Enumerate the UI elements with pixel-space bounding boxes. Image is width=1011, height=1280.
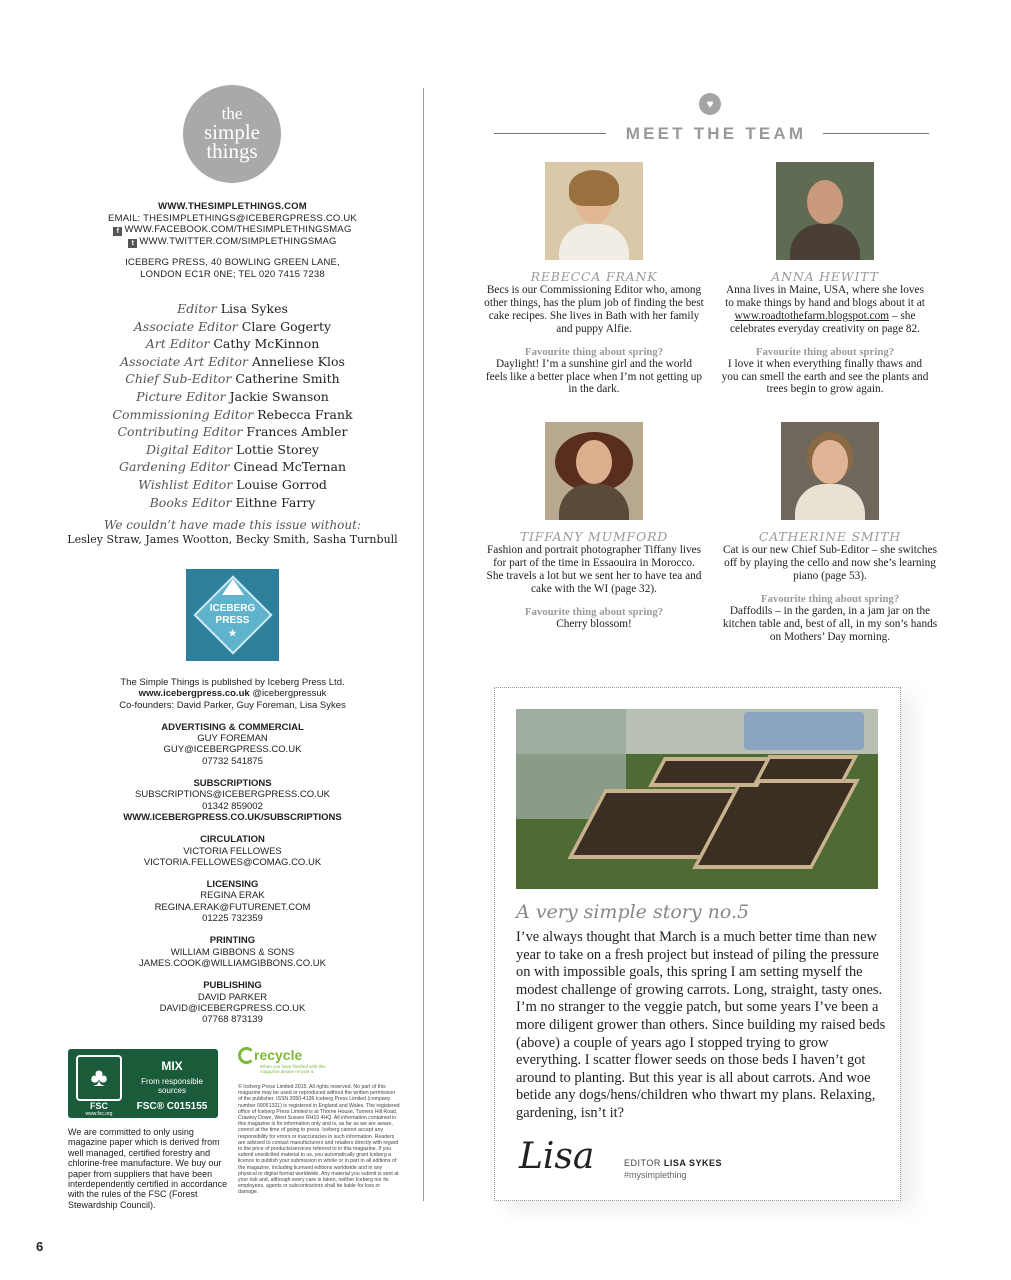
staff-row: Books Editor Eithne Farry — [149, 494, 316, 510]
member-name: TIFFANY MUMFORD — [519, 529, 669, 544]
member-bio: Fashion and portrait photographer Tiffany lives for part of the time in Essaouira in Morocco. She travels a lot but we sent her to have tea and cake with the WI (page 32). — [486, 544, 702, 595]
favourite-answer: Daffodils – in the garden, in a jam jar on the kitchen table and, best of all, in my son’s hands on Mothers’ Day morning. — [722, 604, 938, 643]
editor-story-box — [494, 687, 901, 1201]
twitter-link[interactable]: WWW.TWITTER.COM/SIMPLETHINGSMAG — [139, 236, 337, 247]
staff-row: Wishlist Editor Louise Gorrod — [138, 476, 327, 492]
favourite-question: Favourite thing about spring? — [524, 605, 664, 618]
team-member — [721, 422, 939, 643]
member-bio: Cat is our new Chief Sub-Editor – she switches off by playing the cello and now she’s learning piano (page 53). — [723, 544, 937, 582]
staff-row: Editor Lisa Sykes — [177, 301, 288, 316]
legal-text: © Iceberg Press Limited 2015. All rights reserved. No part of this magazine may be used or reproduced without the written permission of the publisher. ISSN 2050-4136 Iceberg Press Limited (company number 09051321) is registered in England and Wales. The registered office of Iceberg Press Limited is at Thorne House, Turners Hill Road, Crawley Down, West Sussex RH10 4HQ. All information contained in this magazine is for information only and is, as far as we are aware, correct at the time of going to press. Iceberg cannot accept any responsibility for errors or inaccuracies in such information. Readers are advised to contact manufacturers and retailers directly with regard to the price of products/services referred to in this magazine. If you submit unsolicited material to us, you automatically grant Iceberg a licence to publish your submission in whole or in part in all editions of the magazine, including licensed editions worldwide and in any physical or digital format worldwide. Any material you submit is sent at your risk and, although every care is taken, neither Iceberg nor its employees, agents or subcontractors shall be liable for loss or damage. — [238, 1084, 400, 1196]
staff-row: Digital Editor Lottie Storey — [146, 441, 319, 457]
publisher-block: The Simple Things is published by Iceberg Press Ltd. www.icebergpress.co.uk @icebergpressuk Co-founders: David Parker, Guy Foreman, Lisa Sykes ADVERTISING & COMMERCIAL GUY FOREMAN GUY@ICEBERGPRESS.CO.UK 07732 541875 SUBSCRIPTIONS SUBSCRIPTIONS@ICEBERGPRESS.CO.UK 01342 859002 WWW.ICEBERGPRESS.CO.UK/SUBSCRIPTIONS CIRCULATION VICTORIA FELLOWES VICTORIA.FELLOWES@COMAG.CO.UK LICENSING REGINA ERAK REGINA.ERAK@FUTURENET.COM 01225 732359 PRINTING WILLIAM GIBBONS & SONS JAMES.COOK@WILLIAMGIBBONS.CO.UK PUBLISHING DAVID PARKER DAVID@ICEBERGPRESS.CO.UK 07768 873139 — [119, 677, 346, 1026]
staff-list — [60, 300, 405, 511]
team-photo — [776, 162, 874, 260]
staff-row: Associate Editor Clare Gogerty — [133, 318, 332, 334]
member-name: ANNA HEWITT — [771, 269, 879, 284]
website-link[interactable]: WWW.THESIMPLETHINGS.COM — [158, 201, 307, 212]
facebook-link[interactable]: WWW.FACEBOOK.COM/THESIMPLETHINGSMAG — [124, 224, 352, 235]
favourite-question: Favourite thing about spring? — [755, 345, 895, 358]
favourite-answer: I love it when everything finally thaws and you can smell the earth and see the plants and trees begin to grow again. — [721, 357, 929, 396]
section-heading: MEET THE TEAM — [625, 124, 807, 143]
hashtag[interactable]: #mysimplething — [624, 1170, 687, 1180]
staff-row: Associate Art Editor Anneliese Klos — [120, 353, 345, 369]
thanks-block: We couldn’t have made this issue without: Lesley Straw, James Wootton, Becky Smith, Sasha Turnbull — [67, 518, 398, 546]
staff-row: Contributing Editor Frances Ambler — [117, 424, 348, 440]
team-photo — [545, 162, 643, 260]
staff-row: Picture Editor Jackie Swanson — [136, 388, 329, 404]
member-bio: Anna lives in Maine, USA, where she loves to make things by hand and blogs about it at www.roadtothefarm.blogspot.com – she celebrates everyday creativity on page 82. — [725, 284, 925, 335]
staff-row: Art Editor Cathy McKinnon — [145, 336, 320, 352]
contact-block — [60, 201, 405, 280]
team-photo — [545, 422, 643, 520]
editor-credit: EDITOR LISA SYKES — [624, 1158, 723, 1168]
recycle-logo: recycle When you have finished with this magazine please recycle it. — [238, 1047, 328, 1077]
team-member — [484, 422, 704, 631]
blog-link[interactable]: www.roadtothefarm.blogspot.com — [734, 309, 890, 322]
favourite-answer: Daylight! I’m a sunshine girl and the world feels like a better place when I’m not getting up in the dark. — [485, 357, 703, 396]
member-name: REBECCA FRANK — [530, 269, 658, 284]
member-bio: Becs is our Commissioning Editor who, among other things, has the plum job of finding the best cake recipes. She lives in Bath with her family and puppy Alfie. — [484, 284, 704, 335]
address-line-1: ICEBERG PRESS, 40 BOWLING GREEN LANE, — [125, 257, 340, 268]
team-member — [721, 162, 929, 396]
column-divider — [423, 88, 424, 1201]
fsc-statement: We are committed to only using magazine paper which is derived from well managed, certified forestry and chlorine-free manufacture. We buy our paper from suppliers that have been interdependently certified in accordance with the rules of the FSC (Forest Stewardship Council). — [68, 1127, 228, 1210]
staff-row: Chief Sub-Editor Catherine Smith — [125, 371, 340, 387]
heading-rule-right — [823, 133, 929, 134]
heading-rule-left — [494, 133, 606, 134]
story-body: I’ve always thought that March is a much better time than new year to take on a fresh project but instead of piling the pressure on with impossible goals, this spring I am setting myself the modest challenge of growing carrots. Long, straight, tasty ones. I’m no stranger to the veggie patch, but some years I’ve been a more diligent grower than others. Since building my raised beds (above) a couple of years ago I stopped trying to grow everything. I scatter flower seeds on those beds I haven’t got around to planting. But this year is all about carrots. And woe betide any dogs/hens/children who thwart my plans. Relaxing, gardening, isn’t it? — [516, 929, 886, 1121]
tree-icon: ♣ — [76, 1055, 122, 1101]
twitter-icon: t — [128, 239, 137, 248]
editor-signature: Lisa — [519, 1136, 595, 1177]
garden-photo — [516, 709, 878, 889]
favourite-question: Favourite thing about spring? — [760, 592, 900, 605]
page-number: 6 — [36, 1239, 44, 1254]
staff-row: Gardening Editor Cinead McTernan — [118, 459, 347, 475]
iceberg-icon — [222, 579, 244, 595]
story-title: A very simple story no.5 — [516, 901, 750, 923]
team-member — [484, 162, 704, 396]
staff-row: Commissioning Editor Rebecca Frank — [112, 406, 353, 422]
the-simple-things-logo: the simple things — [183, 85, 281, 183]
iceberg-press-logo: ICEBERG PRESS ★ — [186, 569, 279, 661]
fsc-logo: ♣ FSC www.fsc.org MIX From responsible sources FSC® C015155 — [68, 1049, 218, 1118]
heart-icon: ♥ — [699, 93, 721, 115]
email-line[interactable]: EMAIL: THESIMPLETHINGS@ICEBERGPRESS.CO.UK — [108, 212, 357, 224]
facebook-icon: f — [113, 227, 122, 236]
team-photo — [781, 422, 879, 520]
favourite-answer: Cherry blossom! — [556, 617, 632, 630]
address-line-2: LONDON EC1R 0NE; TEL 020 7415 7238 — [140, 268, 325, 280]
member-name: CATHERINE SMITH — [758, 529, 902, 544]
publisher-web-link[interactable]: www.icebergpress.co.uk — [138, 688, 250, 700]
favourite-question: Favourite thing about spring? — [524, 345, 664, 358]
